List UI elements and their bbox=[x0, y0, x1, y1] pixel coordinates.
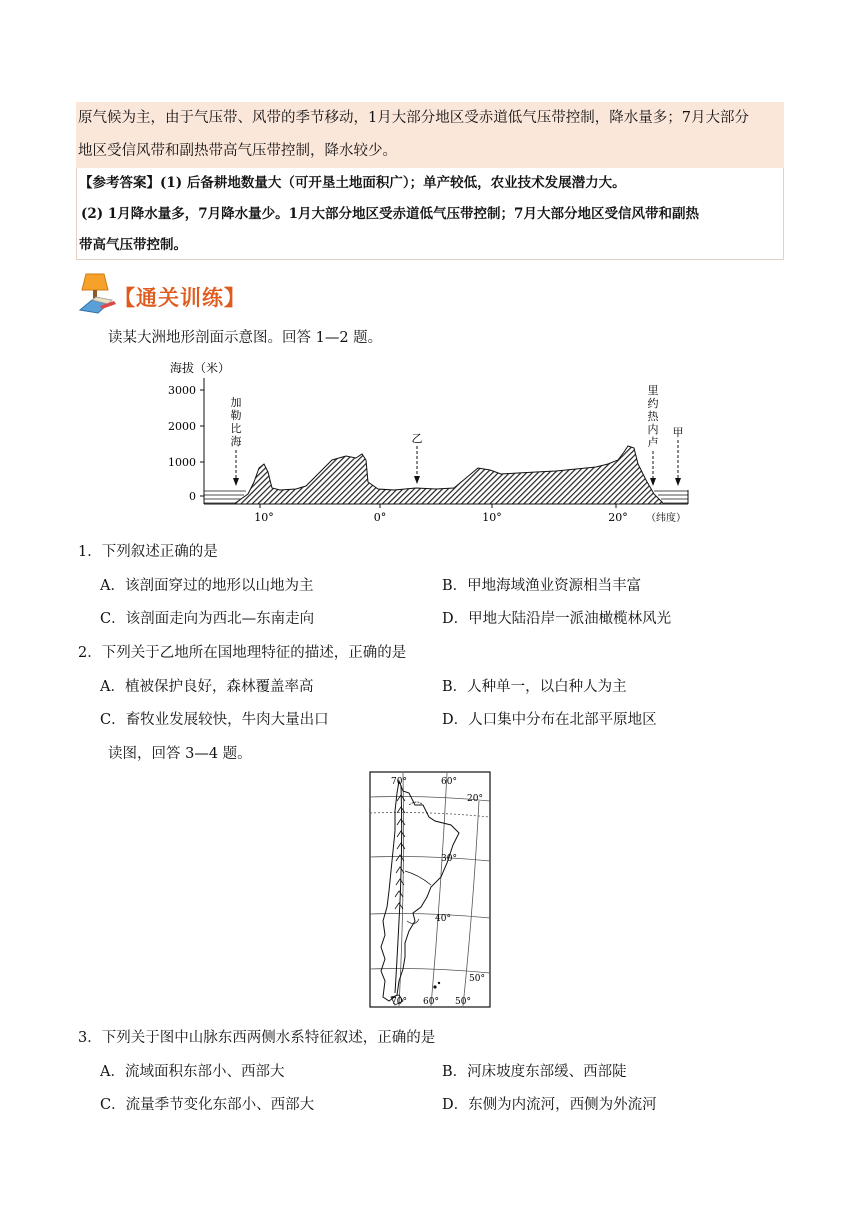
jia-label: 甲 bbox=[672, 426, 684, 439]
option-b[interactable]: B．河床坡度东部缓、西部陡 bbox=[442, 1064, 627, 1080]
lat-label: 30° bbox=[441, 854, 457, 864]
y-tick-label: 2000 bbox=[168, 420, 196, 433]
rio-label: 内 bbox=[647, 423, 659, 436]
lon-label: 60° bbox=[423, 997, 439, 1007]
y-axis-label: 海拔（米） bbox=[170, 361, 231, 375]
lat-label: 20° bbox=[467, 794, 483, 804]
x-tick-label: 20° bbox=[608, 511, 628, 524]
terrain-profile bbox=[234, 446, 664, 504]
lat-label: 40° bbox=[435, 914, 451, 924]
section-header bbox=[78, 270, 378, 316]
lon-label: 70° bbox=[391, 997, 407, 1007]
option-d[interactable]: D．甲地大陆沿岸一派油橄榄林风光 bbox=[442, 611, 672, 627]
y-tick-label: 0 bbox=[189, 490, 196, 503]
lat-label: 50° bbox=[469, 974, 485, 984]
explanation-line: 地区受信风带和副热带高气压带控制，降水较少。 bbox=[78, 143, 397, 159]
x-tick-label: 10° bbox=[482, 511, 502, 524]
option-b[interactable]: B．人种单一，以白种人为主 bbox=[442, 679, 627, 695]
intro-text: 读图，回答 3—4 题。 bbox=[108, 746, 252, 762]
arrow-head bbox=[414, 476, 420, 484]
option-d[interactable]: D．东侧为内流河，西侧为外流河 bbox=[442, 1097, 657, 1113]
lon-label: 50° bbox=[455, 997, 471, 1007]
explanation-box bbox=[76, 102, 784, 168]
arrow-head bbox=[650, 478, 656, 486]
caribbean-label: 比 bbox=[230, 422, 242, 435]
island bbox=[433, 985, 436, 988]
option-a[interactable]: A．流域面积东部小、西部大 bbox=[100, 1064, 285, 1080]
caribbean-label: 加 bbox=[230, 396, 242, 409]
question-stem: 2．下列关于乙地所在国地理特征的描述，正确的是 bbox=[78, 645, 407, 661]
terrain-profile-figure bbox=[156, 356, 716, 528]
question-stem: 1．下列叙述正确的是 bbox=[78, 544, 218, 560]
arrow-head bbox=[675, 478, 681, 486]
rio-label: 里 bbox=[647, 384, 659, 397]
intro-text: 读某大洲地形剖面示意图。回答 1—2 题。 bbox=[108, 330, 383, 346]
caribbean-label: 勒 bbox=[230, 409, 242, 422]
rio-label: 热 bbox=[647, 410, 659, 423]
option-a[interactable]: A．该剖面穿过的地形以山地为主 bbox=[100, 578, 314, 594]
answer-line: 带高气压带控制。 bbox=[79, 237, 187, 253]
rio-label: 卢 bbox=[647, 436, 659, 449]
lon-label: 60° bbox=[441, 777, 457, 787]
explanation-line: 原气候为主，由于气压带、风带的季节移动，1月大部分地区受赤道低气压带控制，降水量多；7月大部分 bbox=[78, 110, 749, 126]
question-stem: 3．下列关于图中山脉东西两侧水系特征叙述，正确的是 bbox=[78, 1030, 436, 1046]
arrow-head bbox=[233, 478, 239, 486]
caribbean-label: 海 bbox=[230, 435, 242, 448]
answer-line: 【参考答案】(1) 后备耕地数量大（可开垦土地面积广）；单产较低，农业技术发展潜力大。 bbox=[79, 175, 626, 191]
option-c[interactable]: C．畜牧业发展较快，牛肉大量出口 bbox=[100, 712, 329, 728]
lamp-book-icon bbox=[78, 270, 118, 314]
y-tick-label: 3000 bbox=[168, 384, 196, 397]
rio-label: 约 bbox=[647, 397, 659, 410]
x-axis-unit: （纬度） bbox=[646, 513, 686, 524]
option-d[interactable]: D．人口集中分布在北部平原地区 bbox=[442, 712, 657, 728]
answer-line: (2) 1月降水量多，7月降水量少。1月大部分地区受赤道低气压带控制；7月大部分地区受信风带和副热 bbox=[81, 206, 699, 222]
x-tick-label: 0° bbox=[373, 511, 387, 524]
option-b[interactable]: B．甲地海域渔业资源相当丰富 bbox=[442, 578, 642, 594]
island bbox=[438, 982, 440, 984]
answer-box bbox=[76, 168, 784, 260]
option-c[interactable]: C．流量季节变化东部小、西部大 bbox=[100, 1097, 315, 1113]
yi-label: 乙 bbox=[411, 432, 423, 445]
option-a[interactable]: A．植被保护良好，森林覆盖率高 bbox=[100, 679, 314, 695]
south-america-map bbox=[369, 771, 491, 1009]
section-title: 【通关训练】 bbox=[114, 286, 246, 310]
x-tick-label: 10° bbox=[254, 511, 274, 524]
y-tick-label: 1000 bbox=[168, 456, 196, 469]
lon-label: 70° bbox=[391, 777, 407, 787]
option-c[interactable]: C．该剖面走向为西北—东南走向 bbox=[100, 611, 315, 627]
